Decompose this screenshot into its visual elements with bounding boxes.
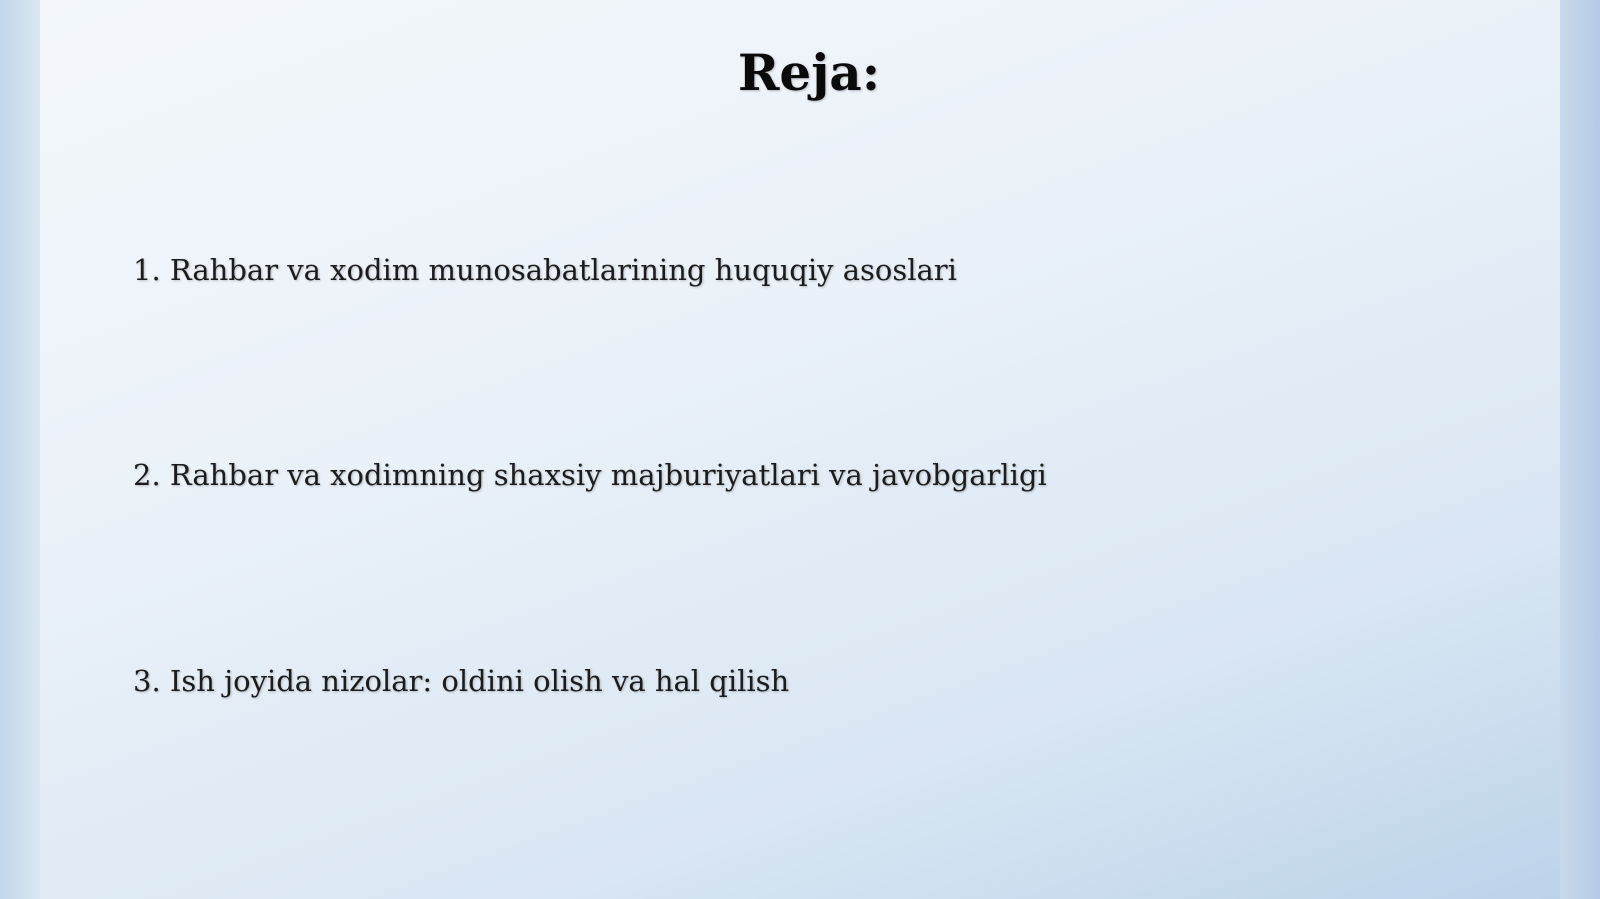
plan-item-3: 3. Ish joyida nizolar: oldini olish va hal qilish [133, 664, 790, 698]
plan-item-1: 1. Rahbar va xodim munosabatlarining huquqiy asoslari [133, 253, 957, 287]
plan-item-2: 2. Rahbar va xodimning shaxsiy majburiyatlari va javobgarligi [133, 458, 1047, 492]
slide-title: Reja: [737, 43, 881, 102]
slide [40, 0, 1560, 899]
